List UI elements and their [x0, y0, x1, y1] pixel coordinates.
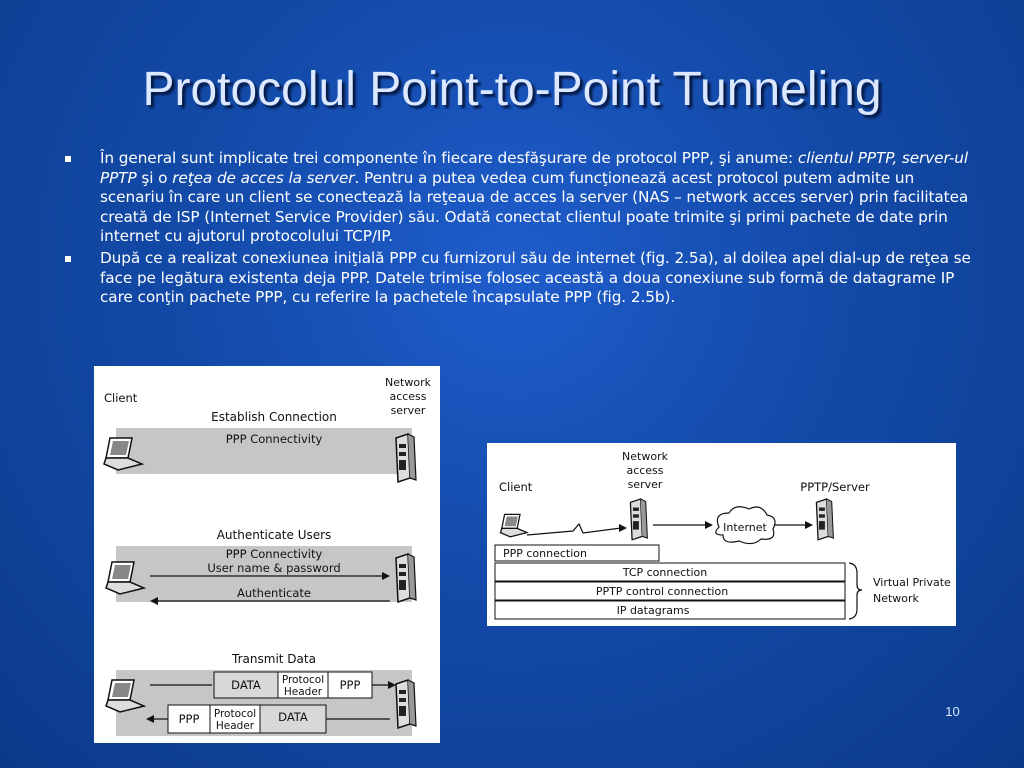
arrowhead-icon	[805, 521, 813, 529]
figure-b	[487, 443, 956, 626]
cloud-label: Internet	[723, 521, 767, 534]
layer-label: TCP connection	[622, 566, 708, 579]
packet-field: DATA	[231, 678, 261, 692]
bullet-item	[62, 249, 982, 308]
figure-a-diagram	[94, 366, 440, 743]
dialup-link-icon	[527, 524, 621, 535]
figure-b-diagram	[487, 443, 956, 626]
step-title: Establish Connection	[211, 410, 337, 424]
bullet-square-icon	[65, 256, 71, 262]
layer-label: PPP connection	[502, 547, 588, 560]
step-title: Transmit Data	[232, 652, 316, 666]
bullet-item	[62, 149, 982, 247]
packet-field: Protocol	[281, 674, 325, 686]
bullet-text: . Pentru a putea vedea cum funcţionează acest protocol putem admite un scenariu în care un client se conectează la reţeaua de acces la server (NAS – network acces server) prin facilitatea creată de ISP (Internet Service Provider) său. Odată conectat clientul poate trimite şi primi pachete de date prin internet cu ajutorul protocolului TCP/IP.	[100, 168, 969, 246]
nas-label: access	[389, 390, 427, 403]
packet-field: DATA	[278, 710, 308, 724]
bullet-italic: reţea de acces la server	[172, 168, 355, 187]
vpn-bracket-icon	[849, 563, 862, 619]
page-number: 10	[945, 704, 960, 719]
packet-field: PPP	[339, 678, 361, 692]
vpn-label: Virtual Private	[873, 576, 951, 589]
server-icon	[630, 499, 647, 540]
bullet-square-icon	[65, 156, 71, 162]
packet-field: Header	[215, 720, 255, 732]
nas-label: server	[390, 404, 426, 417]
client-label: Client	[104, 391, 138, 405]
internet-cloud-icon	[716, 507, 775, 544]
band-label: PPP Connectivity	[225, 547, 323, 561]
bullet-list	[62, 149, 982, 310]
bullet-text: În general sunt implicate trei componente în fiecare desfăşurare de protocol PPP, şi anume:	[100, 149, 798, 167]
protocol-stack	[495, 545, 845, 619]
arrowhead-icon	[705, 521, 713, 529]
server-icon	[396, 434, 416, 482]
nas-label: server	[627, 478, 663, 491]
arrowhead-icon	[619, 524, 627, 532]
bullet-text: şi o	[136, 168, 173, 187]
message-label: User name & password	[207, 561, 341, 575]
step-title: Authenticate Users	[216, 528, 332, 542]
layer-label: IP datagrams	[616, 604, 690, 617]
packet-outbound	[214, 672, 372, 698]
vpn-label: Network	[873, 592, 919, 605]
server-label: PPTP/Server	[800, 480, 870, 494]
bullet-text: După ce a realizat conexiunea iniţială PPP cu furnizorul său de internet (fig. 2.5a), al doilea apel dial-up de reţea se face pe legătura existenta deja PPP. Datele trimise folosec această a doua conexiune sub formă de datagrame IP care conţin pachete PPP, cu referire la pachetele încapsulate PPP (fig. 2.5b).	[100, 248, 971, 307]
server-icon	[816, 499, 833, 540]
laptop-icon	[500, 514, 527, 536]
server-icon	[396, 680, 416, 728]
layer-label: PPTP control connection	[595, 585, 729, 598]
band-label: PPP Connectivity	[225, 432, 323, 446]
packet-inbound	[168, 705, 326, 733]
packet-field: PPP	[178, 712, 200, 726]
packet-field: Protocol	[213, 708, 257, 720]
slide-title: Protocolul Point-to-Point Tunneling	[142, 63, 882, 116]
packet-field: Header	[283, 686, 323, 698]
client-label: Client	[499, 480, 533, 494]
nas-label: access	[626, 464, 664, 477]
server-icon	[396, 554, 416, 602]
message-label: Authenticate	[237, 586, 311, 600]
nas-label: Network	[622, 450, 668, 463]
figure-a	[94, 366, 440, 743]
nas-label: Network	[385, 376, 431, 389]
bullet-italic: clientul PPTP, server-ul PPTP	[100, 149, 968, 187]
